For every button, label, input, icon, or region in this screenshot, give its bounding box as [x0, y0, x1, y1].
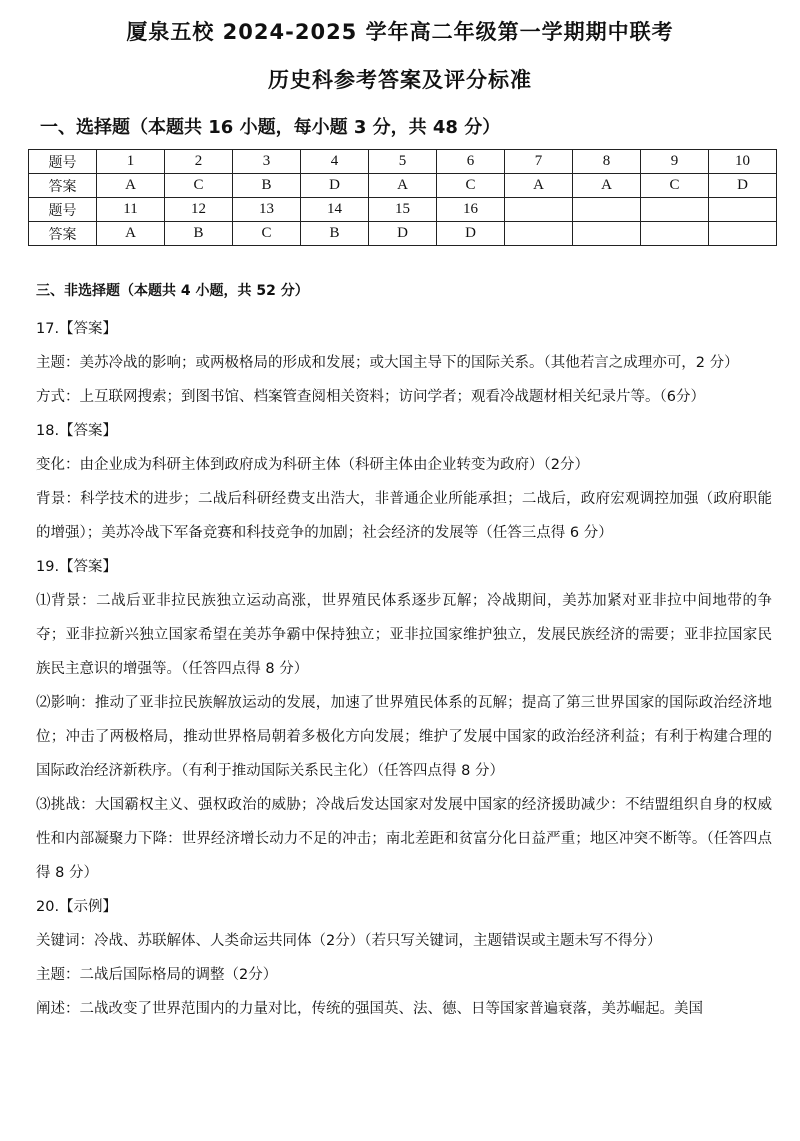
table-cell: 9 — [641, 150, 709, 174]
table-cell: B — [301, 222, 369, 246]
table-cell: 8 — [573, 150, 641, 174]
question-heading: 17.【答案】 — [36, 321, 118, 337]
question-heading: 20.【示例】 — [36, 899, 118, 915]
table-cell: C — [233, 222, 301, 246]
answer-paragraph: ⑴背景：二战后亚非拉民族独立运动高涨，世界殖民体系逐步瓦解；冷战期间，美苏加紧对亚非拉中间地带的争夺；亚非拉新兴独立国家希望在美苏争霸中保持独立；亚非拉国家维护独立，发展民族经济的需要；亚非拉国家民族民主意识的增强等。（任答四点得 8 分） — [36, 593, 772, 677]
answer-paragraph: 主题：美苏冷战的影响；或两极格局的形成和发展；或大国主导下的国际关系。（其他若言之成理亦可，2 分） — [36, 355, 739, 371]
table-cell: 题号 — [29, 198, 97, 222]
table-cell: D — [437, 222, 505, 246]
table-cell: 14 — [301, 198, 369, 222]
table-cell: B — [165, 222, 233, 246]
document-subtitle: 历史科参考答案及评分标准 — [268, 68, 532, 92]
table-cell — [709, 198, 777, 222]
table-row — [29, 150, 777, 174]
table-cell: B — [233, 174, 301, 198]
section-heading-choice: 一、选择题（本题共 16 小题，每小题 3 分，共 48 分） — [40, 117, 501, 138]
table-cell: 1 — [97, 150, 165, 174]
table-cell: C — [437, 174, 505, 198]
table-row — [29, 198, 777, 222]
table-cell: 5 — [369, 150, 437, 174]
table-cell: A — [505, 174, 573, 198]
table-cell — [641, 222, 709, 246]
answer-paragraph: 方式：上互联网搜索；到图书馆、档案管查阅相关资料；访问学者；观看冷战题材相关纪录片等。（6分） — [36, 389, 705, 405]
document-title: 厦泉五校 2024-2025 学年高二年级第一学期期中联考 — [126, 20, 674, 44]
table-cell: 16 — [437, 198, 505, 222]
table-cell: D — [369, 222, 437, 246]
table-cell: 3 — [233, 150, 301, 174]
table-cell: 13 — [233, 198, 301, 222]
table-cell: 7 — [505, 150, 573, 174]
table-cell: 答案 — [29, 222, 97, 246]
answer-paragraph: 主题：二战后国际格局的调整（2分） — [36, 967, 278, 983]
table-cell: A — [97, 174, 165, 198]
table-cell: 12 — [165, 198, 233, 222]
table-cell: D — [709, 174, 777, 198]
question-heading: 18.【答案】 — [36, 423, 118, 439]
table-cell — [573, 222, 641, 246]
table-cell: 题号 — [29, 150, 97, 174]
table-cell: 2 — [165, 150, 233, 174]
table-cell: 10 — [709, 150, 777, 174]
table-cell: 15 — [369, 198, 437, 222]
table-cell — [505, 198, 573, 222]
table-cell — [573, 198, 641, 222]
answer-table — [28, 149, 777, 246]
answer-paragraph: ⑶挑战：大国霸权主义、强权政治的威胁；冷战后发达国家对发展中国家的经济援助减少：不结盟组织自身的权威性和内部凝聚力下降：世界经济增长动力不足的冲击；南北差距和贫富分化日益严重；地区冲突不断等。（任答四点得 8 分） — [36, 797, 772, 881]
table-cell — [709, 222, 777, 246]
answer-paragraph: 关键词：冷战、苏联解体、人类命运共同体（2分）（若只写关键词，主题错误或主题未写不得分） — [36, 933, 662, 949]
table-cell: 11 — [97, 198, 165, 222]
answer-content — [36, 312, 772, 1026]
table-row — [29, 222, 777, 246]
table-cell: 答案 — [29, 174, 97, 198]
table-cell — [505, 222, 573, 246]
table-cell: 6 — [437, 150, 505, 174]
table-cell — [641, 198, 709, 222]
section-heading-nonchoice: 三、非选择题（本题共 4 小题，共 52 分） — [36, 283, 309, 299]
table-cell: A — [369, 174, 437, 198]
table-cell: C — [165, 174, 233, 198]
table-cell: A — [573, 174, 641, 198]
table-cell: A — [97, 222, 165, 246]
question-heading: 19.【答案】 — [36, 559, 118, 575]
table-cell: C — [641, 174, 709, 198]
table-row — [29, 174, 777, 198]
answer-paragraph: 变化：由企业成为科研主体到政府成为科研主体（科研主体由企业转变为政府）（2分） — [36, 457, 589, 473]
table-cell: D — [301, 174, 369, 198]
answer-paragraph: ⑵影响：推动了亚非拉民族解放运动的发展，加速了世界殖民体系的瓦解；提高了第三世界国家的国际政治经济地位；冲击了两极格局，推动世界格局朝着多极化方向发展；维护了发展中国家的政治经济利益；有利于构建合理的国际政治经济新秩序。（有利于推动国际关系民主化）（任答四点得 8 分） — [36, 695, 772, 779]
answer-paragraph: 背景：科学技术的进步；二战后科研经费支出浩大，非普通企业所能承担；二战后，政府宏观调控加强（政府职能的增强）；美苏冷战下军备竞赛和科技竞争的加剧；社会经济的发展等（任答三点得 6 分） — [36, 491, 772, 541]
table-cell: 4 — [301, 150, 369, 174]
answer-paragraph: 阐述：二战改变了世界范围内的力量对比，传统的强国英、法、德、日等国家普遍衰落，美苏崛起。美国 — [36, 1001, 703, 1017]
